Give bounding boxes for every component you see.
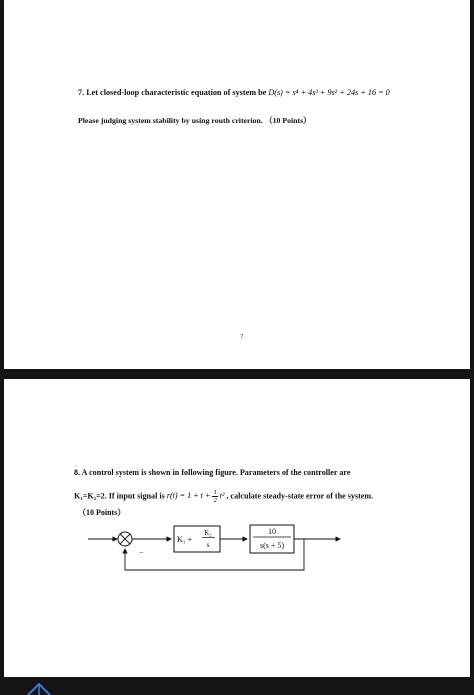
input-signal: [166, 489, 227, 504]
question-7-line1: [78, 88, 390, 97]
characteristic-equation: D(s) = s⁴ + 4s³ + 9s² + 24s + 16 = 0: [268, 88, 390, 97]
document-page-2: [4, 379, 470, 677]
plant-numerator: 10: [268, 527, 276, 536]
question-8-line2: [74, 489, 373, 504]
plant-denominator: s(s + 5): [259, 541, 285, 550]
document-page-1: [4, 0, 470, 369]
controller-numerator: K₂: [204, 529, 212, 537]
feedback-minus-sign: −: [139, 548, 144, 557]
app-logo-icon: [26, 683, 52, 695]
controller-denominator: s: [206, 541, 210, 549]
question-7-text: 7. Let closed-loop characteristic equation of system be: [78, 88, 267, 97]
bottom-bar: [0, 677, 474, 695]
question-7-instruction: Please judging system stability by using routh criterion.: [78, 116, 263, 125]
question-8-line1: 8. A control system is shown in following figure. Parameters of the controller are: [74, 468, 351, 477]
input-signal-lhs: r(t) = 1 + t +: [166, 491, 211, 501]
stray-mark: ?: [240, 333, 244, 341]
input-signal-fraction: [212, 489, 217, 504]
question-7-line2: [78, 115, 311, 126]
input-signal-tail: t²: [219, 491, 225, 501]
controller-block: [174, 526, 220, 552]
question-8-points: （10 Points）: [78, 508, 126, 517]
plant-block: [250, 525, 294, 553]
fraction-numerator: 1: [213, 489, 217, 496]
question-7-points: （10 Points）: [264, 116, 311, 125]
question-8-task: , calculate steady-state error of the system.: [226, 491, 374, 501]
controller-k1: K₁ +: [177, 535, 193, 544]
summing-junction: [118, 532, 132, 546]
fraction-denominator: 2: [213, 497, 217, 504]
question-8-params: K₁=K₂=2. If input signal is: [74, 491, 165, 501]
block-diagram: [78, 517, 368, 579]
